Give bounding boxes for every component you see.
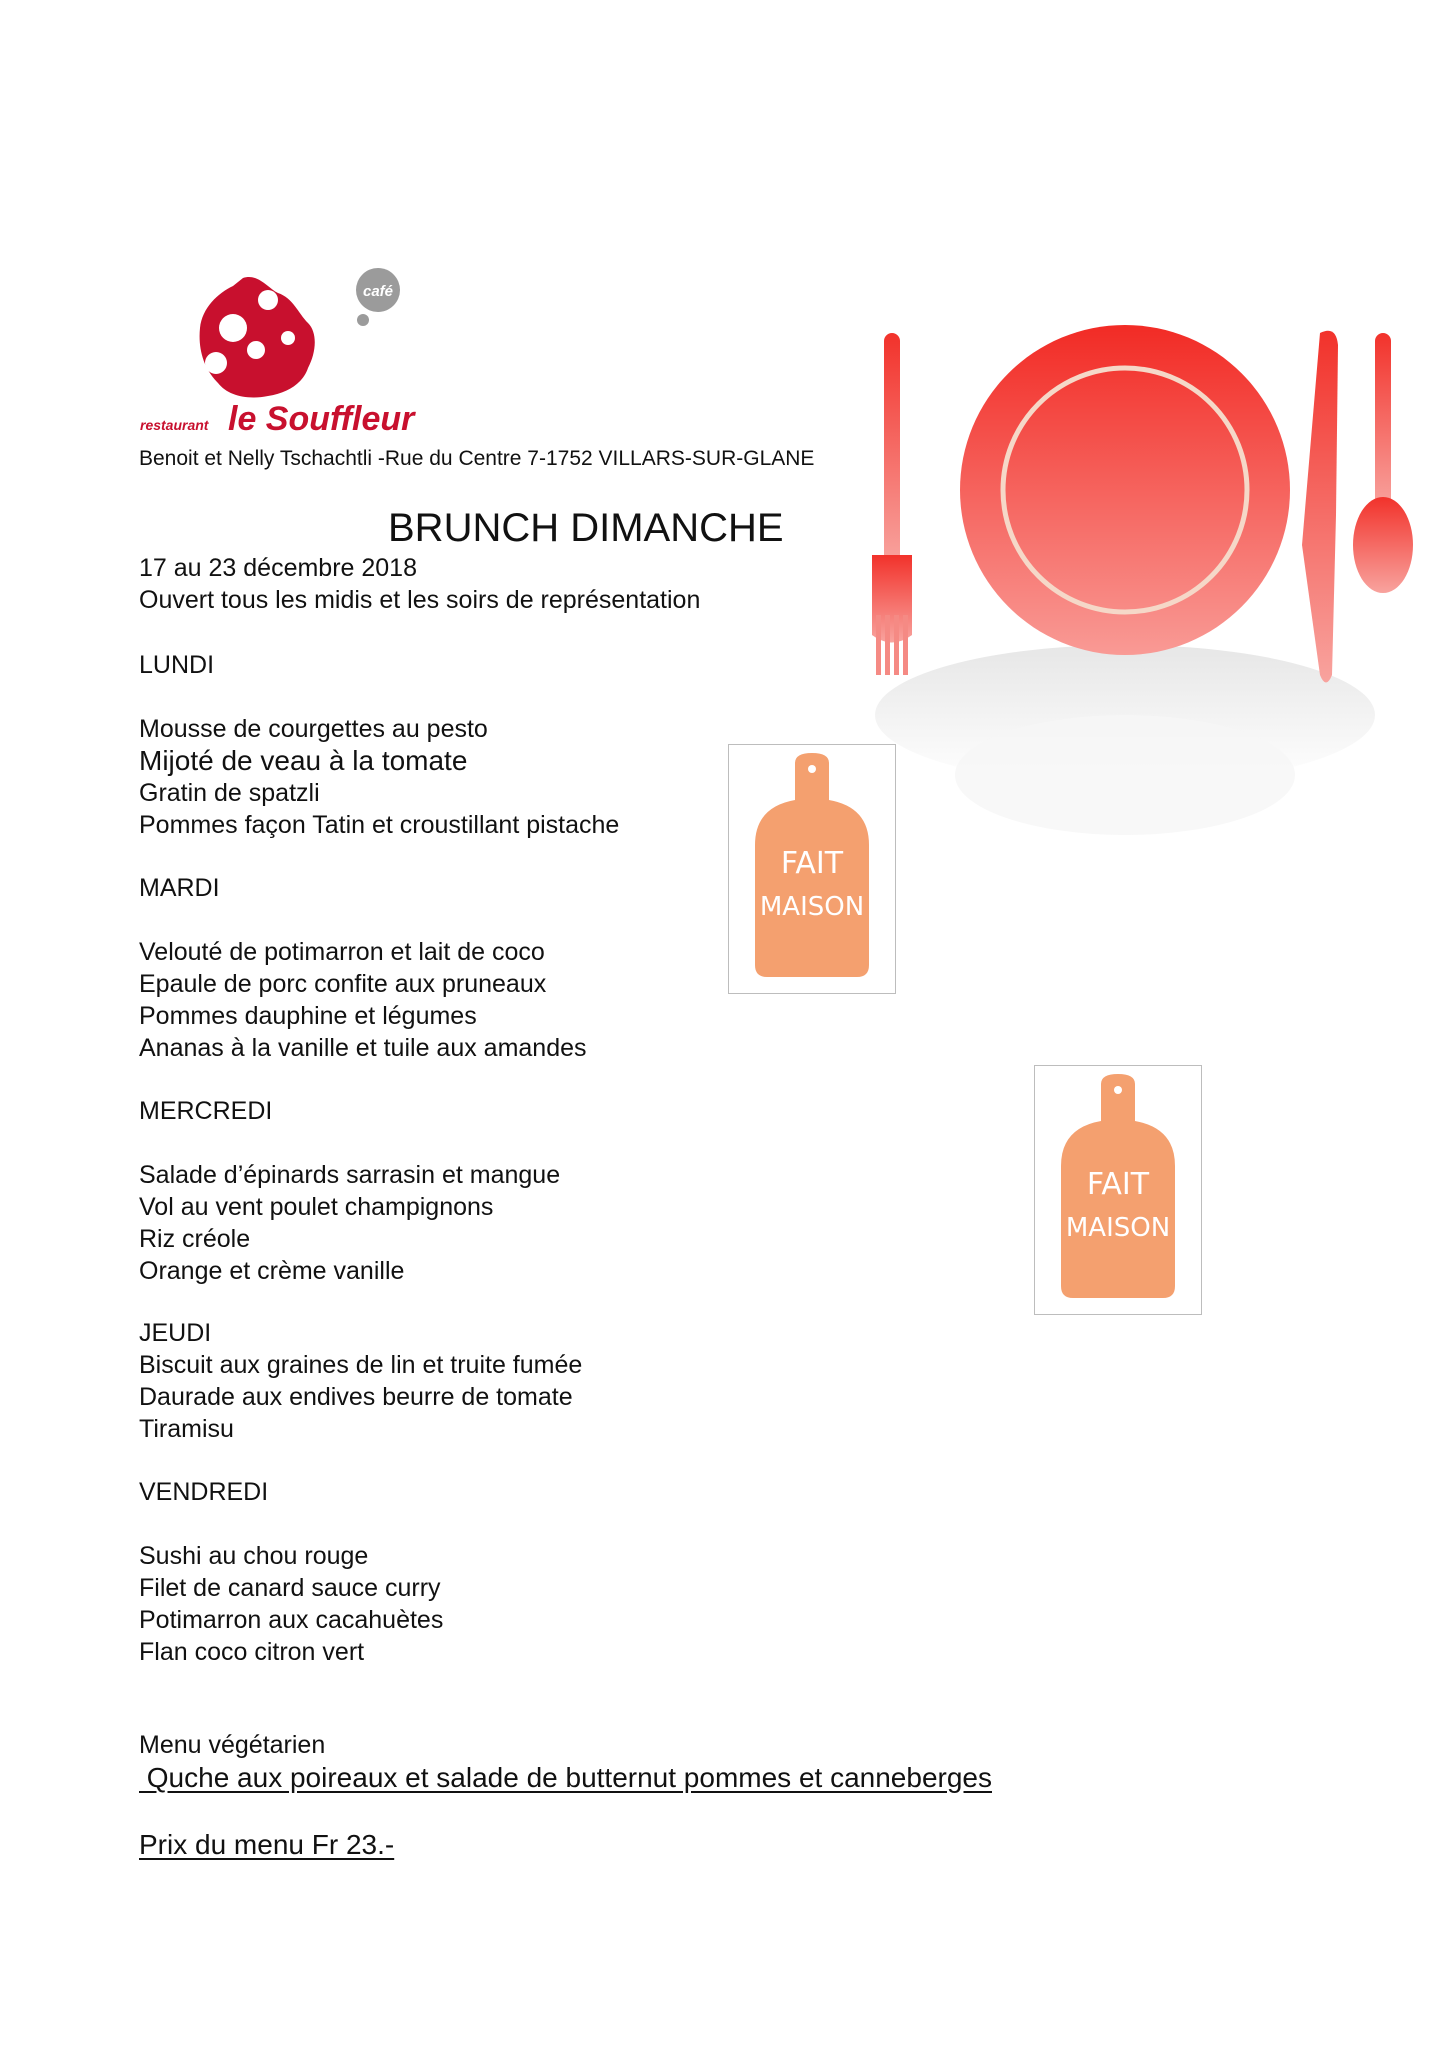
badge-text-maison: MAISON — [759, 892, 865, 922]
logo-cafe-bubble: café — [362, 283, 394, 300]
menu-item: Salade d’épinards sarrasin et mangue — [139, 1161, 561, 1189]
menu-item: Orange et crème vanille — [139, 1257, 405, 1285]
day-heading-mercredi: MERCREDI — [139, 1097, 273, 1125]
menu-item: Mijoté de veau à la tomate — [139, 745, 468, 776]
knife-icon — [1302, 331, 1338, 683]
menu-dates: 17 au 23 décembre 2018 — [139, 554, 417, 582]
fait-maison-badge — [1034, 1065, 1202, 1315]
fait-maison-badge — [728, 744, 896, 994]
spoon-icon — [1353, 333, 1413, 593]
menu-item: Pommes dauphine et légumes — [139, 1002, 477, 1030]
day-heading-vendredi: VENDREDI — [139, 1478, 269, 1506]
menu-item: Potimarron aux cacahuètes — [139, 1606, 444, 1634]
menu-item: Ananas à la vanille et tuile aux amandes — [139, 1034, 587, 1062]
logo-brand-name: le Souffleur — [228, 400, 415, 438]
badge-text-fait: FAIT — [780, 846, 844, 881]
menu-item: Epaule de porc confite aux pruneaux — [139, 970, 547, 998]
vegetarian-label: Menu végétarien — [139, 1731, 326, 1759]
menu-title: BRUNCH DIMANCHE — [388, 506, 784, 550]
menu-item: Biscuit aux graines de lin et truite fumée — [139, 1351, 583, 1379]
menu-item: Pommes façon Tatin et croustillant pistache — [139, 811, 620, 839]
menu-item: Tiramisu — [139, 1415, 234, 1443]
day-heading-mardi: MARDI — [139, 874, 220, 902]
menu-item: Velouté de potimarron et lait de coco — [139, 938, 545, 966]
badge-text-fait: FAIT — [1086, 1167, 1150, 1202]
restaurant-logo — [138, 268, 468, 438]
menu-item: Flan coco citron vert — [139, 1638, 365, 1666]
menu-item: Sushi au chou rouge — [139, 1542, 369, 1570]
menu-item: Vol au vent poulet champignons — [139, 1193, 494, 1221]
opening-hours: Ouvert tous les midis et les soirs de représentation — [139, 586, 701, 614]
day-heading-jeudi: JEUDI — [139, 1319, 212, 1347]
day-heading-lundi: LUNDI — [139, 651, 215, 679]
menu-item: Gratin de spatzli — [139, 779, 320, 807]
tableware-illustration — [860, 315, 1448, 835]
menu-price: Prix du menu Fr 23.- — [139, 1829, 395, 1860]
fork-icon — [872, 333, 912, 675]
menu-item: Riz créole — [139, 1225, 251, 1253]
badge-text-maison: MAISON — [1065, 1213, 1171, 1243]
menu-item: Filet de canard sauce curry — [139, 1574, 441, 1602]
menu-item: Daurade aux endives beurre de tomate — [139, 1383, 573, 1411]
menu-item: Mousse de courgettes au pesto — [139, 715, 488, 743]
plate-icon — [960, 325, 1290, 655]
logo-small-word: restaurant — [140, 417, 209, 433]
restaurant-address: Benoit et Nelly Tschachtli -Rue du Centre 7-1752 VILLARS-SUR-GLANE — [139, 447, 815, 470]
vegetarian-dish: Quche aux poireaux et salade de butternut pommes et canneberges — [139, 1762, 992, 1793]
